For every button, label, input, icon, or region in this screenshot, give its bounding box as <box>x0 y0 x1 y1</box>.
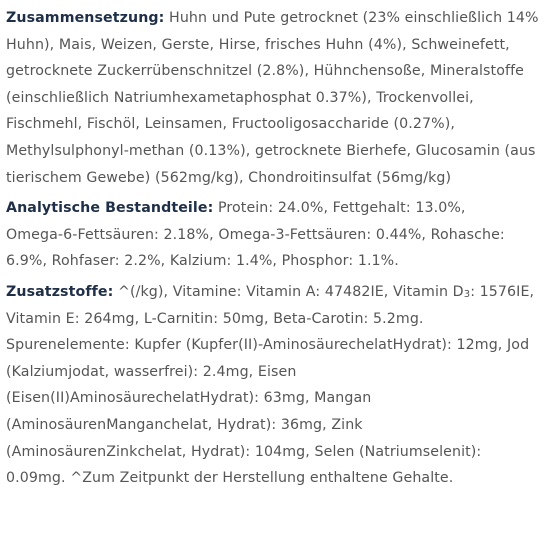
subscript-3: 3 <box>463 288 471 300</box>
text-line <box>6 195 546 222</box>
ingredient-document <box>6 5 546 496</box>
text-line: 0.09mg. ^Zum Zeitpunkt der Herstellung enthaltene Gehalte. <box>6 470 454 487</box>
text-line: Huhn), Mais, Weizen, Gerste, Hirse, frisches Huhn (4%), Schweinefett, <box>6 36 510 53</box>
text-line: Omega-6-Fettsäuren: 2.18%, Omega-3-Fettsäuren: 0.44%, Rohasche: <box>6 226 505 243</box>
text-line <box>6 279 546 306</box>
text-line: getrocknete Zuckerrübenschnitzel (2.8%), Hühnchensoße, Mineralstoffe <box>6 63 524 80</box>
analytical-section <box>6 195 546 275</box>
composition-label: Zusammensetzung: <box>6 10 165 26</box>
text-line: (AminosäurenZinkchelat, Hydrat): 104mg, Selen (Natriumselenit): <box>6 443 482 460</box>
additives-text: ^(/kg), Vitamine: Vitamin A: 47482IE, Vitamin D <box>113 283 464 300</box>
composition-section <box>6 5 546 191</box>
text-line: (Eisen(II)AminosäurechelatHydrat): 63mg, Mangan <box>6 390 372 407</box>
additives-section <box>6 279 546 492</box>
text-line: 6.9%, Rohfaser: 2.2%, Kalzium: 1.4%, Phosphor: 1.1%. <box>6 253 399 270</box>
text-line: Vitamin E: 264mg, L-Carnitin: 50mg, Beta-Carotin: 5.2mg. <box>6 310 424 327</box>
additives-text-cont: : 1576IE, <box>470 283 535 300</box>
additives-label: Zusatzstoffe: <box>6 283 114 300</box>
text-line: Spurenelemente: Kupfer (Kupfer(II)-AminosäurechelatHydrat): 12mg, Jod <box>6 337 530 354</box>
analytical-text: Protein: 24.0%, Fettgehalt: 13.0%, <box>213 200 466 217</box>
composition-text: Huhn und Pute getrocknet (23% einschließlich 14% <box>164 10 539 26</box>
text-line: (Kalziumjodat, wasserfrei): 2.4mg, Eisen <box>6 363 297 380</box>
text-line: tierischem Gewebe) (562mg/kg), Chondroitinsulfat (56mg/kg) <box>6 169 452 186</box>
analytical-label: Analytische Bestandteile: <box>6 200 214 217</box>
text-line: Methylsulphonyl-methan (0.13%), getrocknete Bierhefe, Glucosamin (aus <box>6 142 536 159</box>
text-line <box>6 5 546 32</box>
text-line: (AminosäurenManganchelat, Hydrat): 36mg, Zink <box>6 416 363 433</box>
text-line: (einschließlich Natriumhexametaphosphat 0.37%), Trockenvollei, <box>6 89 474 106</box>
text-line: Fischmehl, Fischöl, Leinsamen, Fructooligosaccharide (0.27%), <box>6 116 455 133</box>
